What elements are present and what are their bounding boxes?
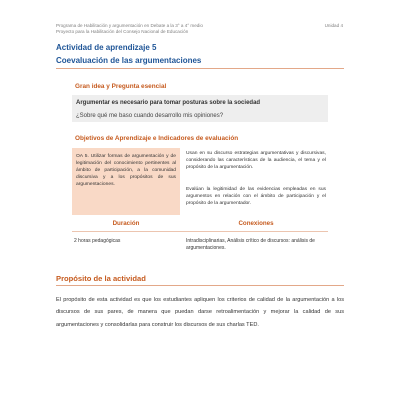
- table-divider: [72, 231, 328, 232]
- purpose-divider: [56, 285, 344, 286]
- purpose-body: El propósito de esta actividad es que los estudiantes apliquen los criterios de calidad de la argumentación a los discursos de sus pares, de manera que puedan darse retroalimentación y mejorar la calidad de sus argumentaciones y consolidarlas para construir los discursos de sus charlas TED.: [56, 297, 344, 328]
- duration-value: 2 horas pedagógicas: [74, 238, 121, 244]
- connections-value: Intradisciplinarias, Análisis crítico de discursos: análisis de argumentaciones.: [186, 238, 315, 251]
- big-idea-statement: Argumentar es necesario para tomar posturas sobre la sociedad: [76, 100, 261, 106]
- big-idea-box: [72, 95, 328, 122]
- header-unit: Unidad 4: [324, 23, 343, 28]
- purpose-heading: Propósito de la actividad: [56, 274, 146, 283]
- header-project: Proyecto para la Habilitación del Consejo Nacional de Educación: [56, 29, 189, 35]
- oa-box: [72, 148, 180, 215]
- header-program: Programa de Habilitación y argumentación en Debate a la 3° a 4° medio: [56, 23, 203, 28]
- indicator-1: Usan en su discurso estrategias argumentativas y discursivas, considerando las características de la audiencia, el tema y el propósito de la argumentación.: [186, 151, 326, 170]
- oa-text: OA 5. Utilizar formas de argumentación y de legitimación del conocimiento pertinentes al ámbito de participación, a la comunidad discursiva y a los propósitos de sus argumentaciones.: [76, 154, 176, 187]
- title-divider: [56, 68, 344, 69]
- activity-subtitle: Coevaluación de las argumentaciones: [56, 56, 202, 65]
- indicator-2: Evalúan la legitimidad de las evidencias empleadas en sus argumentos en relación con el ámbito de participación y el propósito de la argumentador.: [186, 187, 326, 206]
- big-idea-heading: Gran idea y Pregunta esencial: [75, 83, 167, 90]
- essential-question: ¿Sobre qué me baso cuando desarrollo mis opiniones?: [76, 113, 224, 119]
- objectives-heading: Objetivos de Aprendizaje e Indicadores de evaluación: [75, 135, 239, 142]
- page-header: [56, 23, 203, 36]
- activity-title: Actividad de aprendizaje 5: [56, 43, 157, 52]
- connections-heading: Conexiones: [238, 220, 274, 227]
- duration-heading: Duración: [112, 220, 140, 227]
